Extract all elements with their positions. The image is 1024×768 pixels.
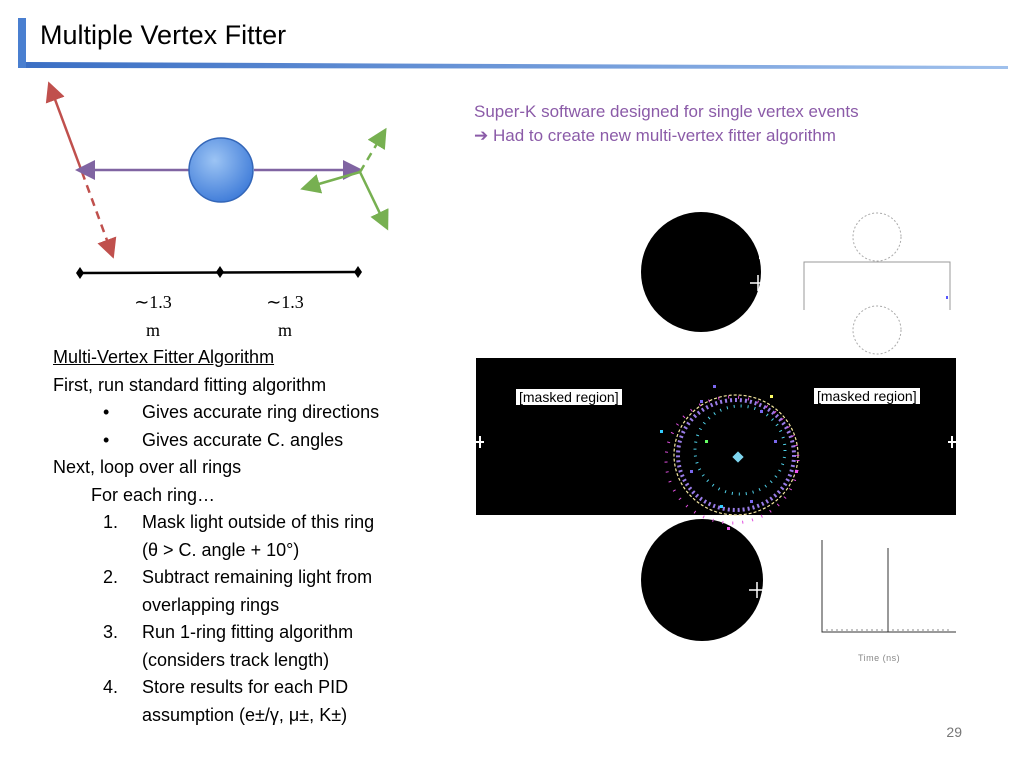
bottom-cap: [641, 519, 763, 641]
bullet-marker: •: [103, 429, 110, 450]
mask-label-right: [masked region]: [814, 388, 920, 404]
bullet-text: Gives accurate ring directions: [142, 402, 380, 422]
algorithm-heading: Multi-Vertex Fitter Algorithm: [53, 347, 275, 367]
top-cap-marker: [759, 253, 765, 259]
step-text-line2: (considers track length): [142, 649, 330, 670]
distance-label-1-text: ∼1.3 m: [134, 292, 172, 340]
side-panel-top-frame: [804, 262, 950, 310]
algorithm-for-each: For each ring…: [91, 484, 216, 505]
algorithm-next: Next, loop over all rings: [53, 457, 242, 477]
step-text-line2: assumption (e±/γ, μ±, K±): [142, 704, 348, 725]
arrow-right-icon: ➔: [474, 126, 489, 145]
distance-label-2-text: ∼1.3 m: [266, 292, 304, 340]
side-panel-mid-circle: [853, 306, 901, 354]
intro-line-2-text: Had to create new multi-vertex fitter algorithm: [492, 126, 836, 145]
step-text-line1: Mask light outside of this ring: [142, 512, 375, 532]
barrel: [476, 358, 956, 515]
step-number: 1.: [103, 512, 119, 532]
step-text-line1: Run 1-ring fitting algorithm: [142, 622, 354, 642]
page-number: 29: [946, 724, 962, 740]
step-text-line2: overlapping rings: [142, 594, 280, 615]
step-number: 4.: [103, 677, 119, 697]
intro-line-1: Super-K software designed for single vertex events: [474, 102, 859, 121]
step-number: 2.: [103, 567, 119, 587]
slide-title: Multiple Vertex Fitter: [40, 20, 287, 50]
step-text-line1: Subtract remaining light from: [142, 567, 373, 587]
top-cap: [641, 212, 761, 332]
side-panel-top-circle: [853, 213, 901, 261]
bottom-cap-marker: [760, 610, 766, 616]
algorithm-first: First, run standard fitting algorithm: [53, 374, 327, 395]
histogram-xlabel: Time (ns): [858, 653, 901, 663]
step-number: 3.: [103, 622, 119, 642]
side-panel-dot: [946, 296, 948, 299]
step-text-line1: Store results for each PID: [142, 677, 349, 697]
mask-label-left: [masked region]: [516, 389, 622, 405]
step-text-line2: (θ > C. angle + 10°): [142, 539, 300, 560]
histogram-axes: [822, 540, 956, 632]
bullet-marker: •: [103, 402, 110, 422]
bullet-text: Gives accurate C. angles: [142, 429, 344, 450]
